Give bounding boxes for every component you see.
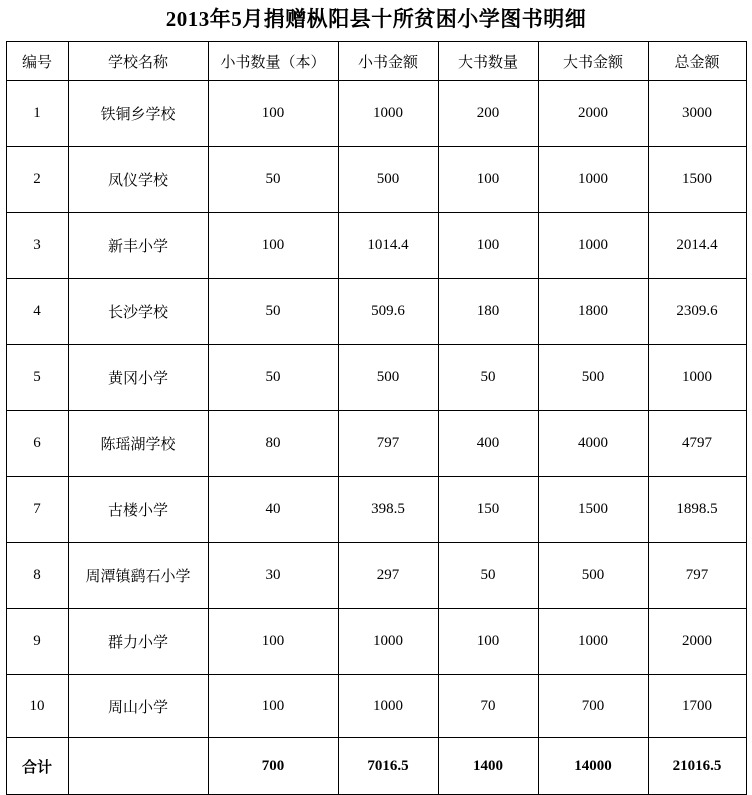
cell-small-qty: 100	[208, 81, 338, 147]
cell-id: 6	[6, 411, 68, 477]
cell-total: 4797	[648, 411, 746, 477]
cell-big-amount: 500	[538, 543, 648, 609]
cell-small-amount: 1000	[338, 81, 438, 147]
table-row	[6, 675, 746, 738]
cell-total: 1898.5	[648, 477, 746, 543]
cell-school: 群力小学	[68, 609, 208, 675]
column-header-small-amount: 小书金额	[338, 42, 438, 81]
cell-total-big-qty: 1400	[438, 738, 538, 795]
cell-small-amount: 509.6	[338, 279, 438, 345]
cell-grand-total: 21016.5	[648, 738, 746, 795]
cell-total: 3000	[648, 81, 746, 147]
cell-school: 周潭镇鹞石小学	[68, 543, 208, 609]
table-body	[6, 81, 746, 738]
cell-small-amount: 297	[338, 543, 438, 609]
cell-school: 长沙学校	[68, 279, 208, 345]
cell-big-amount: 1000	[538, 609, 648, 675]
cell-id: 9	[6, 609, 68, 675]
cell-big-qty: 400	[438, 411, 538, 477]
cell-total-small-amount: 7016.5	[338, 738, 438, 795]
cell-total: 2309.6	[648, 279, 746, 345]
table-row	[6, 411, 746, 477]
cell-id: 10	[6, 675, 68, 738]
cell-small-amount: 797	[338, 411, 438, 477]
cell-total-small-qty: 700	[208, 738, 338, 795]
table-header-row	[6, 42, 746, 81]
cell-small-amount: 1000	[338, 675, 438, 738]
column-header-total: 总金额	[648, 42, 746, 81]
column-header-big-qty: 大书数量	[438, 42, 538, 81]
cell-big-qty: 180	[438, 279, 538, 345]
donation-detail-table	[6, 41, 747, 795]
cell-small-qty: 100	[208, 213, 338, 279]
cell-small-qty: 100	[208, 609, 338, 675]
cell-small-amount: 398.5	[338, 477, 438, 543]
table-row	[6, 213, 746, 279]
table-row	[6, 81, 746, 147]
cell-big-amount: 500	[538, 345, 648, 411]
cell-small-qty: 50	[208, 279, 338, 345]
cell-total-label: 合计	[6, 738, 68, 795]
cell-big-qty: 200	[438, 81, 538, 147]
cell-big-qty: 150	[438, 477, 538, 543]
cell-school: 凤仪学校	[68, 147, 208, 213]
cell-id: 7	[6, 477, 68, 543]
cell-total: 1000	[648, 345, 746, 411]
cell-small-amount: 500	[338, 147, 438, 213]
cell-school: 黄冈小学	[68, 345, 208, 411]
cell-big-amount: 1000	[538, 213, 648, 279]
page-title: 2013年5月捐赠枞阳县十所贫困小学图书明细	[165, 7, 587, 31]
cell-small-qty: 50	[208, 345, 338, 411]
cell-big-amount: 1000	[538, 147, 648, 213]
table-total-row	[6, 738, 746, 795]
cell-school: 铁铜乡学校	[68, 81, 208, 147]
cell-id: 5	[6, 345, 68, 411]
cell-school: 陈瑶湖学校	[68, 411, 208, 477]
cell-big-amount: 4000	[538, 411, 648, 477]
cell-total: 1700	[648, 675, 746, 738]
cell-small-qty: 50	[208, 147, 338, 213]
cell-big-qty: 100	[438, 147, 538, 213]
cell-id: 8	[6, 543, 68, 609]
cell-id: 4	[6, 279, 68, 345]
cell-total: 1500	[648, 147, 746, 213]
column-header-school: 学校名称	[68, 42, 208, 81]
cell-big-qty: 100	[438, 213, 538, 279]
cell-small-amount: 500	[338, 345, 438, 411]
cell-total: 2000	[648, 609, 746, 675]
cell-big-amount: 2000	[538, 81, 648, 147]
cell-school: 周山小学	[68, 675, 208, 738]
cell-total-blank	[68, 738, 208, 795]
cell-small-amount: 1014.4	[338, 213, 438, 279]
cell-small-qty: 100	[208, 675, 338, 738]
column-header-big-amount: 大书金额	[538, 42, 648, 81]
cell-big-qty: 100	[438, 609, 538, 675]
table-row	[6, 147, 746, 213]
cell-big-qty: 70	[438, 675, 538, 738]
cell-id: 3	[6, 213, 68, 279]
cell-school: 新丰小学	[68, 213, 208, 279]
cell-big-amount: 1800	[538, 279, 648, 345]
table-row	[6, 609, 746, 675]
cell-big-amount: 700	[538, 675, 648, 738]
table-footer	[6, 738, 746, 795]
column-header-id: 编号	[6, 42, 68, 81]
column-header-small-qty: 小书数量（本）	[208, 42, 338, 81]
cell-big-qty: 50	[438, 543, 538, 609]
cell-small-qty: 30	[208, 543, 338, 609]
cell-small-amount: 1000	[338, 609, 438, 675]
table-row	[6, 279, 746, 345]
table-row	[6, 543, 746, 609]
cell-big-qty: 50	[438, 345, 538, 411]
table-row	[6, 477, 746, 543]
cell-small-qty: 80	[208, 411, 338, 477]
table-row	[6, 345, 746, 411]
cell-total-big-amount: 14000	[538, 738, 648, 795]
cell-id: 1	[6, 81, 68, 147]
cell-big-amount: 1500	[538, 477, 648, 543]
cell-total: 2014.4	[648, 213, 746, 279]
table-header	[6, 42, 746, 81]
cell-total: 797	[648, 543, 746, 609]
cell-school: 古楼小学	[68, 477, 208, 543]
cell-small-qty: 40	[208, 477, 338, 543]
cell-id: 2	[6, 147, 68, 213]
